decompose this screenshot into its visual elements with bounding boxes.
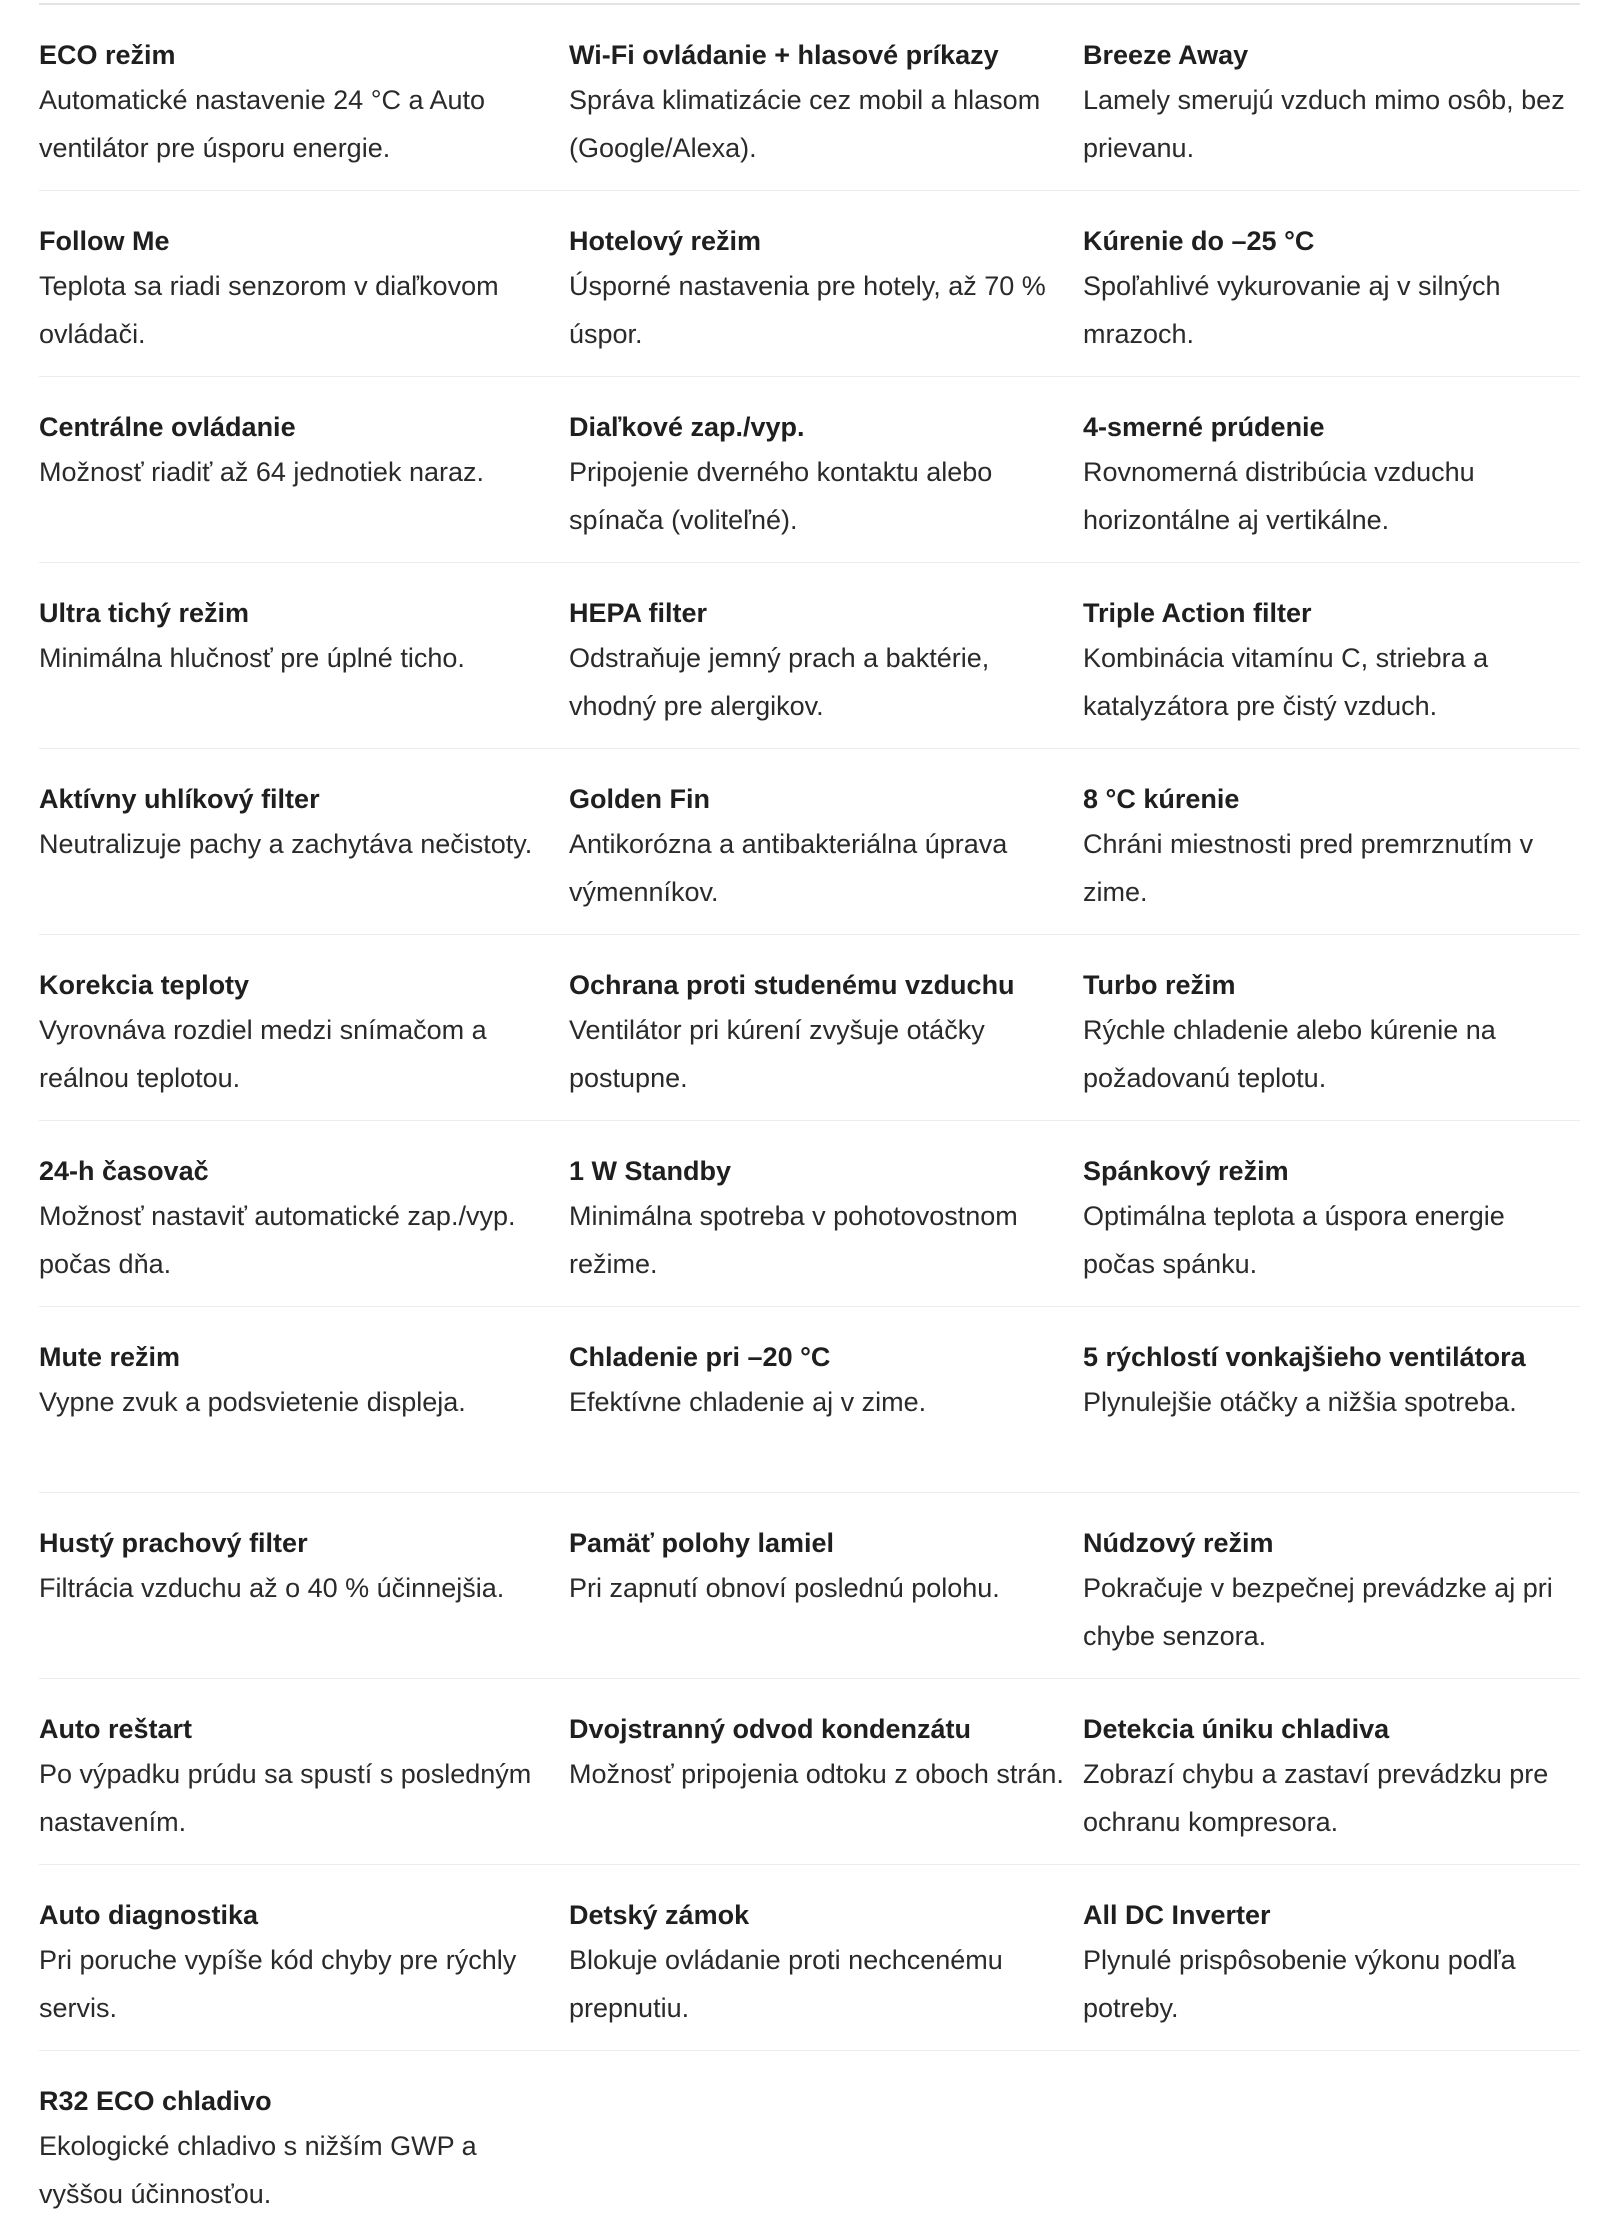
feature-title: Triple Action filter	[1083, 598, 1312, 628]
feature-description: Lamely smerujú vzduch mimo osôb, bez prievanu.	[1083, 85, 1565, 163]
feature-title: 24-h časovač	[39, 1156, 209, 1186]
feature-description: Efektívne chladenie aj v zime.	[569, 1387, 927, 1417]
feature-description: Pri poruche vypíše kód chyby pre rýchly servis.	[39, 1945, 517, 2023]
feature-description: Rýchle chladenie alebo kúrenie na požadovanú teplotu.	[1083, 1015, 1496, 1093]
feature-description: Úsporné nastavenia pre hotely, až 70 % úspor.	[569, 271, 1046, 349]
feature-description: Ventilátor pri kúrení zvyšuje otáčky postupne.	[569, 1015, 985, 1093]
feature-item	[39, 1121, 569, 1307]
feature-item	[39, 377, 569, 563]
feature-title: ECO režim	[39, 40, 176, 70]
feature-item	[569, 5, 1083, 191]
feature-description: Plynulejšie otáčky a nižšia spotreba.	[1083, 1387, 1517, 1417]
feature-title: 1 W Standby	[569, 1156, 732, 1186]
feature-item	[1083, 749, 1580, 935]
feature-item	[569, 1679, 1083, 1865]
feature-description: Po výpadku prúdu sa spustí s posledným nastavením.	[39, 1759, 532, 1837]
feature-title: R32 ECO chladivo	[39, 2086, 272, 2116]
feature-title: Auto reštart	[39, 1714, 193, 1744]
feature-title: Breeze Away	[1083, 40, 1249, 70]
feature-title: Golden Fin	[569, 784, 710, 814]
feature-title: Turbo režim	[1083, 970, 1236, 1000]
feature-description: Vypne zvuk a podsvietenie displeja.	[39, 1387, 466, 1417]
feature-description: Možnosť riadiť až 64 jednotiek naraz.	[39, 457, 484, 487]
feature-description: Teplota sa riadi senzorom v diaľkovom ovládači.	[39, 271, 499, 349]
feature-item	[39, 1307, 569, 1493]
feature-description: Minimálna spotreba v pohotovostnom režime.	[569, 1201, 1018, 1279]
feature-description: Správa klimatizácie cez mobil a hlasom (Google/Alexa).	[569, 85, 1041, 163]
feature-title: All DC Inverter	[1083, 1900, 1271, 1930]
feature-title: Ultra tichý režim	[39, 598, 250, 628]
feature-description: Odstraňuje jemný prach a baktérie, vhodný pre alergikov.	[569, 643, 990, 721]
feature-item	[1083, 1493, 1580, 1679]
feature-item	[569, 935, 1083, 1121]
feature-item	[1083, 935, 1580, 1121]
feature-description: Neutralizuje pachy a zachytáva nečistoty.	[39, 829, 533, 859]
feature-item	[1083, 1865, 1580, 2051]
feature-title: Kúrenie do –25 °C	[1083, 226, 1315, 256]
feature-item	[39, 935, 569, 1121]
feature-item	[1083, 1307, 1580, 1493]
feature-item	[569, 191, 1083, 377]
feature-item	[39, 5, 569, 191]
feature-title: Aktívny uhlíkový filter	[39, 784, 320, 814]
feature-item	[39, 1865, 569, 2051]
feature-description: Možnosť nastaviť automatické zap./vyp. počas dňa.	[39, 1201, 516, 1279]
feature-description: Filtrácia vzduchu až o 40 % účinnejšia.	[39, 1573, 505, 1603]
feature-description: Ekologické chladivo s nižším GWP a vyššou účinnosťou.	[39, 2131, 477, 2209]
feature-title: Follow Me	[39, 226, 170, 256]
feature-item	[569, 1493, 1083, 1679]
feature-description: Automatické nastavenie 24 °C a Auto ventilátor pre úsporu energie.	[39, 85, 486, 163]
feature-item	[1083, 377, 1580, 563]
feature-item	[569, 377, 1083, 563]
feature-item	[39, 2051, 569, 2237]
feature-item	[569, 1307, 1083, 1493]
feature-description: Antikorózna a antibakteriálna úprava výmenníkov.	[569, 829, 1008, 907]
feature-description: Zobrazí chybu a zastaví prevádzku pre ochranu kompresora.	[1083, 1759, 1549, 1837]
feature-title: Chladenie pri –20 °C	[569, 1342, 831, 1372]
feature-item	[39, 749, 569, 935]
feature-description: Kombinácia vitamínu C, striebra a katalyzátora pre čistý vzduch.	[1083, 643, 1489, 721]
feature-grid	[39, 5, 1580, 2237]
feature-item	[39, 563, 569, 749]
feature-title: Pamäť polohy lamiel	[569, 1528, 835, 1558]
feature-title: Korekcia teploty	[39, 970, 250, 1000]
feature-title: Núdzový režim	[1083, 1528, 1274, 1558]
feature-title: Detekcia úniku chladiva	[1083, 1714, 1390, 1744]
feature-title: 4-smerné prúdenie	[1083, 412, 1325, 442]
feature-title: Mute režim	[39, 1342, 181, 1372]
feature-title: Spánkový režim	[1083, 1156, 1289, 1186]
feature-item	[1083, 5, 1580, 191]
feature-item	[569, 1865, 1083, 2051]
feature-item	[1083, 1121, 1580, 1307]
feature-title: Diaľkové zap./vyp.	[569, 412, 805, 442]
feature-title: 8 °C kúrenie	[1083, 784, 1240, 814]
feature-item	[1083, 563, 1580, 749]
feature-item	[1083, 1679, 1580, 1865]
feature-title: Hustý prachový filter	[39, 1528, 308, 1558]
feature-description: Chráni miestnosti pred premrznutím v zime.	[1083, 829, 1534, 907]
feature-description: Pri zapnutí obnoví poslednú polohu.	[569, 1573, 1000, 1603]
feature-item	[1083, 191, 1580, 377]
feature-description: Rovnomerná distribúcia vzduchu horizontálne aj vertikálne.	[1083, 457, 1475, 535]
feature-description: Blokuje ovládanie proti nechcenému prepnutiu.	[569, 1945, 1003, 2023]
feature-item	[569, 1121, 1083, 1307]
feature-description: Plynulé prispôsobenie výkonu podľa potreby.	[1083, 1945, 1516, 2023]
feature-title: Detský zámok	[569, 1900, 750, 1930]
feature-title: Wi-Fi ovládanie + hlasové príkazy	[569, 40, 999, 70]
feature-title: 5 rýchlostí vonkajšieho ventilátora	[1083, 1342, 1526, 1372]
feature-title: Hotelový režim	[569, 226, 762, 256]
feature-item	[39, 1679, 569, 1865]
feature-item	[569, 749, 1083, 935]
feature-title: Dvojstranný odvod kondenzátu	[569, 1714, 972, 1744]
feature-description: Minimálna hlučnosť pre úplné ticho.	[39, 643, 465, 673]
feature-title: Auto diagnostika	[39, 1900, 259, 1930]
feature-title: Ochrana proti studenému vzduchu	[569, 970, 1015, 1000]
feature-description: Vyrovnáva rozdiel medzi snímačom a reálnou teplotou.	[39, 1015, 487, 1093]
feature-item	[39, 191, 569, 377]
feature-description: Spoľahlivé vykurovanie aj v silných mrazoch.	[1083, 271, 1501, 349]
feature-title: HEPA filter	[569, 598, 708, 628]
feature-description: Optimálna teplota a úspora energie počas spánku.	[1083, 1201, 1505, 1279]
feature-title: Centrálne ovládanie	[39, 412, 296, 442]
feature-description: Pokračuje v bezpečnej prevádzke aj pri chybe senzora.	[1083, 1573, 1553, 1651]
feature-item	[569, 563, 1083, 749]
feature-item	[39, 1493, 569, 1679]
feature-description: Pripojenie dverného kontaktu alebo spínača (voliteľné).	[569, 457, 993, 535]
feature-description: Možnosť pripojenia odtoku z oboch strán.	[569, 1759, 1064, 1789]
feature-list	[39, 0, 1580, 2237]
